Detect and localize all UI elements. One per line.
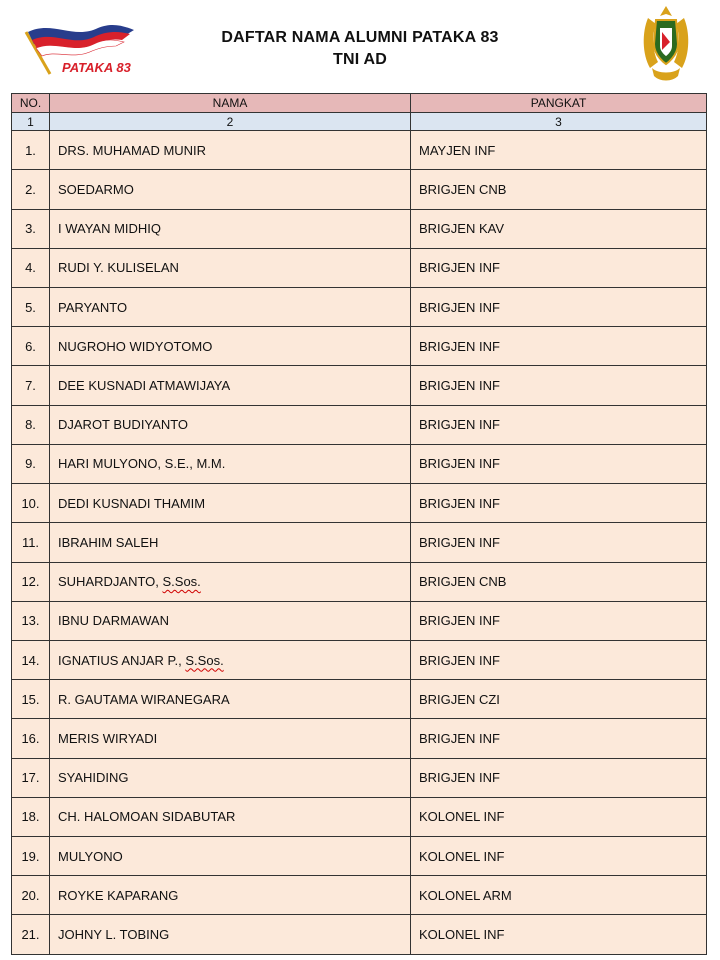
row-number: 5. [12, 287, 50, 326]
row-number: 14. [12, 640, 50, 679]
table-row [12, 287, 707, 326]
table-row [12, 366, 707, 405]
table-row [12, 876, 707, 915]
table-row [12, 915, 707, 955]
row-name: DEE KUSNADI ATMAWIJAYA [50, 366, 411, 405]
table-row [12, 131, 707, 170]
row-number: 3. [12, 209, 50, 248]
row-rank: BRIGJEN CNB [411, 170, 707, 209]
table-row [12, 562, 707, 601]
table-row [12, 758, 707, 797]
table-row [12, 640, 707, 679]
row-number: 2. [12, 170, 50, 209]
row-number: 17. [12, 758, 50, 797]
row-name: RUDI Y. KULISELAN [50, 248, 411, 287]
row-number: 11. [12, 523, 50, 562]
row-name: IBRAHIM SALEH [50, 523, 411, 562]
row-name: MERIS WIRYADI [50, 719, 411, 758]
table-row [12, 680, 707, 719]
row-rank: KOLONEL INF [411, 837, 707, 876]
row-number: 20. [12, 876, 50, 915]
alumni-table [11, 93, 707, 955]
row-rank: BRIGJEN KAV [411, 209, 707, 248]
column-number: 1 [12, 113, 50, 131]
row-rank: BRIGJEN CNB [411, 562, 707, 601]
row-rank: BRIGJEN INF [411, 444, 707, 483]
table-row [12, 170, 707, 209]
column-number-row [12, 113, 707, 131]
table-row [12, 209, 707, 248]
row-name: R. GAUTAMA WIRANEGARA [50, 680, 411, 719]
row-name: I WAYAN MIDHIQ [50, 209, 411, 248]
row-rank: BRIGJEN INF [411, 719, 707, 758]
tni-ad-emblem-icon [638, 2, 694, 88]
row-name: NUGROHO WIDYOTOMO [50, 327, 411, 366]
row-rank: KOLONEL INF [411, 915, 707, 955]
document-header [0, 0, 720, 92]
table-row [12, 837, 707, 876]
table-row [12, 523, 707, 562]
column-header-no: NO. [12, 94, 50, 113]
row-name: DRS. MUHAMAD MUNIR [50, 131, 411, 170]
row-name: IGNATIUS ANJAR P., S.Sos. [50, 640, 411, 679]
table-row [12, 327, 707, 366]
row-number: 7. [12, 366, 50, 405]
logo-left-text: PATAKA 83 [62, 60, 131, 75]
row-name: JOHNY L. TOBING [50, 915, 411, 955]
row-rank: BRIGJEN INF [411, 601, 707, 640]
row-name: HARI MULYONO, S.E., M.M. [50, 444, 411, 483]
row-rank: KOLONEL INF [411, 797, 707, 836]
column-header-nama: NAMA [50, 94, 411, 113]
row-number: 9. [12, 444, 50, 483]
row-name: SUHARDJANTO, S.Sos. [50, 562, 411, 601]
row-name: DEDI KUSNADI THAMIM [50, 484, 411, 523]
row-number: 21. [12, 915, 50, 955]
row-rank: BRIGJEN CZI [411, 680, 707, 719]
row-number: 16. [12, 719, 50, 758]
row-rank: BRIGJEN INF [411, 248, 707, 287]
row-rank: BRIGJEN INF [411, 366, 707, 405]
row-number: 13. [12, 601, 50, 640]
table-row [12, 248, 707, 287]
spellcheck-underline: S.Sos. [185, 652, 224, 668]
row-name: MULYONO [50, 837, 411, 876]
row-rank: BRIGJEN INF [411, 327, 707, 366]
table-row [12, 405, 707, 444]
row-number: 15. [12, 680, 50, 719]
row-number: 6. [12, 327, 50, 366]
table-row [12, 444, 707, 483]
table-row [12, 719, 707, 758]
table-row [12, 601, 707, 640]
row-number: 10. [12, 484, 50, 523]
column-header-pangkat: PANGKAT [411, 94, 707, 113]
row-name: PARYANTO [50, 287, 411, 326]
table-header-row [12, 94, 707, 113]
row-number: 8. [12, 405, 50, 444]
row-rank: KOLONEL ARM [411, 876, 707, 915]
row-rank: BRIGJEN INF [411, 640, 707, 679]
row-number: 18. [12, 797, 50, 836]
row-rank: BRIGJEN INF [411, 758, 707, 797]
row-number: 12. [12, 562, 50, 601]
row-name: ROYKE KAPARANG [50, 876, 411, 915]
row-rank: BRIGJEN INF [411, 523, 707, 562]
row-rank: MAYJEN INF [411, 131, 707, 170]
flag-logo-icon [12, 18, 142, 78]
table-row [12, 484, 707, 523]
column-number: 3 [411, 113, 707, 131]
page-subtitle: TNI AD [333, 51, 387, 68]
row-rank: BRIGJEN INF [411, 287, 707, 326]
row-rank: BRIGJEN INF [411, 484, 707, 523]
row-name: IBNU DARMAWAN [50, 601, 411, 640]
row-name: SYAHIDING [50, 758, 411, 797]
row-number: 1. [12, 131, 50, 170]
row-name: SOEDARMO [50, 170, 411, 209]
table-row [12, 797, 707, 836]
page-title: DAFTAR NAMA ALUMNI PATAKA 83 [221, 29, 499, 46]
row-name: CH. HALOMOAN SIDABUTAR [50, 797, 411, 836]
column-number: 2 [50, 113, 411, 131]
spellcheck-underline: S.Sos. [162, 574, 201, 590]
row-name: DJAROT BUDIYANTO [50, 405, 411, 444]
row-rank: BRIGJEN INF [411, 405, 707, 444]
row-number: 4. [12, 248, 50, 287]
row-number: 19. [12, 837, 50, 876]
